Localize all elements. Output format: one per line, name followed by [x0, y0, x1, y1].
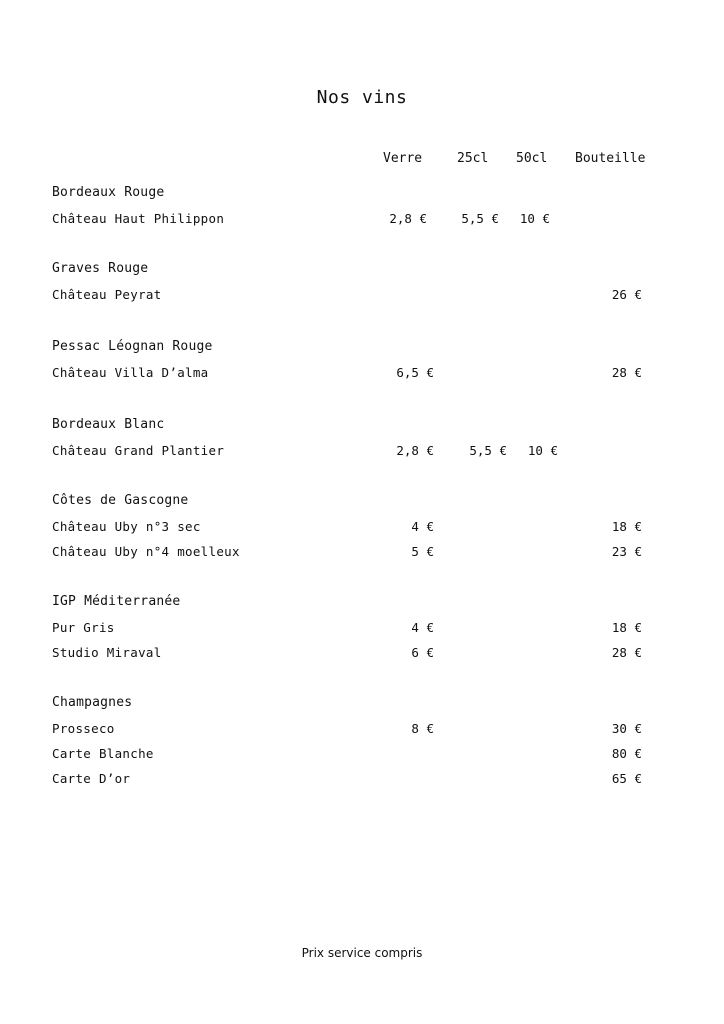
price-verre: 5 €: [411, 544, 434, 559]
price-25cl: 5,5 €: [469, 443, 507, 458]
page-title: Nos vins: [316, 87, 408, 108]
column-header-25cl: 25cl: [457, 151, 489, 166]
price-bouteille: 80 €: [611, 746, 642, 761]
price-verre: 4 €: [411, 519, 434, 534]
column-header-50cl: 50cl: [516, 151, 548, 166]
price-verre: 2,8 €: [389, 211, 427, 226]
price-verre: 6,5 €: [396, 365, 434, 380]
price-bouteille: 28 €: [611, 365, 642, 380]
price-bouteille: 30 €: [611, 721, 642, 736]
price-25cl: 5,5 €: [461, 211, 499, 226]
price-verre: 8 €: [411, 721, 434, 736]
wine-name: Studio Miraval: [52, 645, 162, 660]
price-verre: 4 €: [411, 620, 434, 635]
price-bouteille: 28 €: [611, 645, 642, 660]
section-heading: Côtes de Gascogne: [52, 493, 189, 508]
price-verre: 2,8 €: [396, 443, 434, 458]
wine-name: Carte D’or: [52, 771, 131, 786]
price-50cl: 10 €: [519, 211, 550, 226]
price-bouteille: 26 €: [611, 287, 642, 302]
section-heading: Bordeaux Blanc: [52, 417, 165, 432]
wine-name: Carte Blanche: [52, 746, 154, 761]
wine-name: Château Grand Plantier: [52, 443, 225, 458]
wine-name: Château Uby n°3 sec: [52, 519, 201, 534]
price-verre: 6 €: [411, 645, 434, 660]
wine-name: Château Villa D’alma: [52, 365, 209, 380]
price-bouteille: 18 €: [611, 620, 642, 635]
column-header-bouteille: Bouteille: [575, 151, 646, 166]
column-header-verre: Verre: [383, 151, 423, 166]
wine-name: Château Peyrat: [52, 287, 162, 302]
wine-name: Pur Gris: [52, 620, 115, 635]
wine-name: Prosseco: [52, 721, 115, 736]
price-bouteille: 23 €: [611, 544, 642, 559]
section-heading: Champagnes: [52, 695, 133, 710]
wine-name: Château Haut Philippon: [52, 211, 225, 226]
footer-note: Prix service compris: [301, 946, 423, 960]
section-heading: Graves Rouge: [52, 261, 149, 276]
price-50cl: 10 €: [527, 443, 558, 458]
price-bouteille: 65 €: [611, 771, 642, 786]
section-heading: Bordeaux Rouge: [52, 185, 165, 200]
section-heading: IGP Méditerranée: [52, 594, 181, 609]
price-bouteille: 18 €: [611, 519, 642, 534]
section-heading: Pessac Léognan Rouge: [52, 339, 213, 354]
wine-name: Château Uby n°4 moelleux: [52, 544, 240, 559]
